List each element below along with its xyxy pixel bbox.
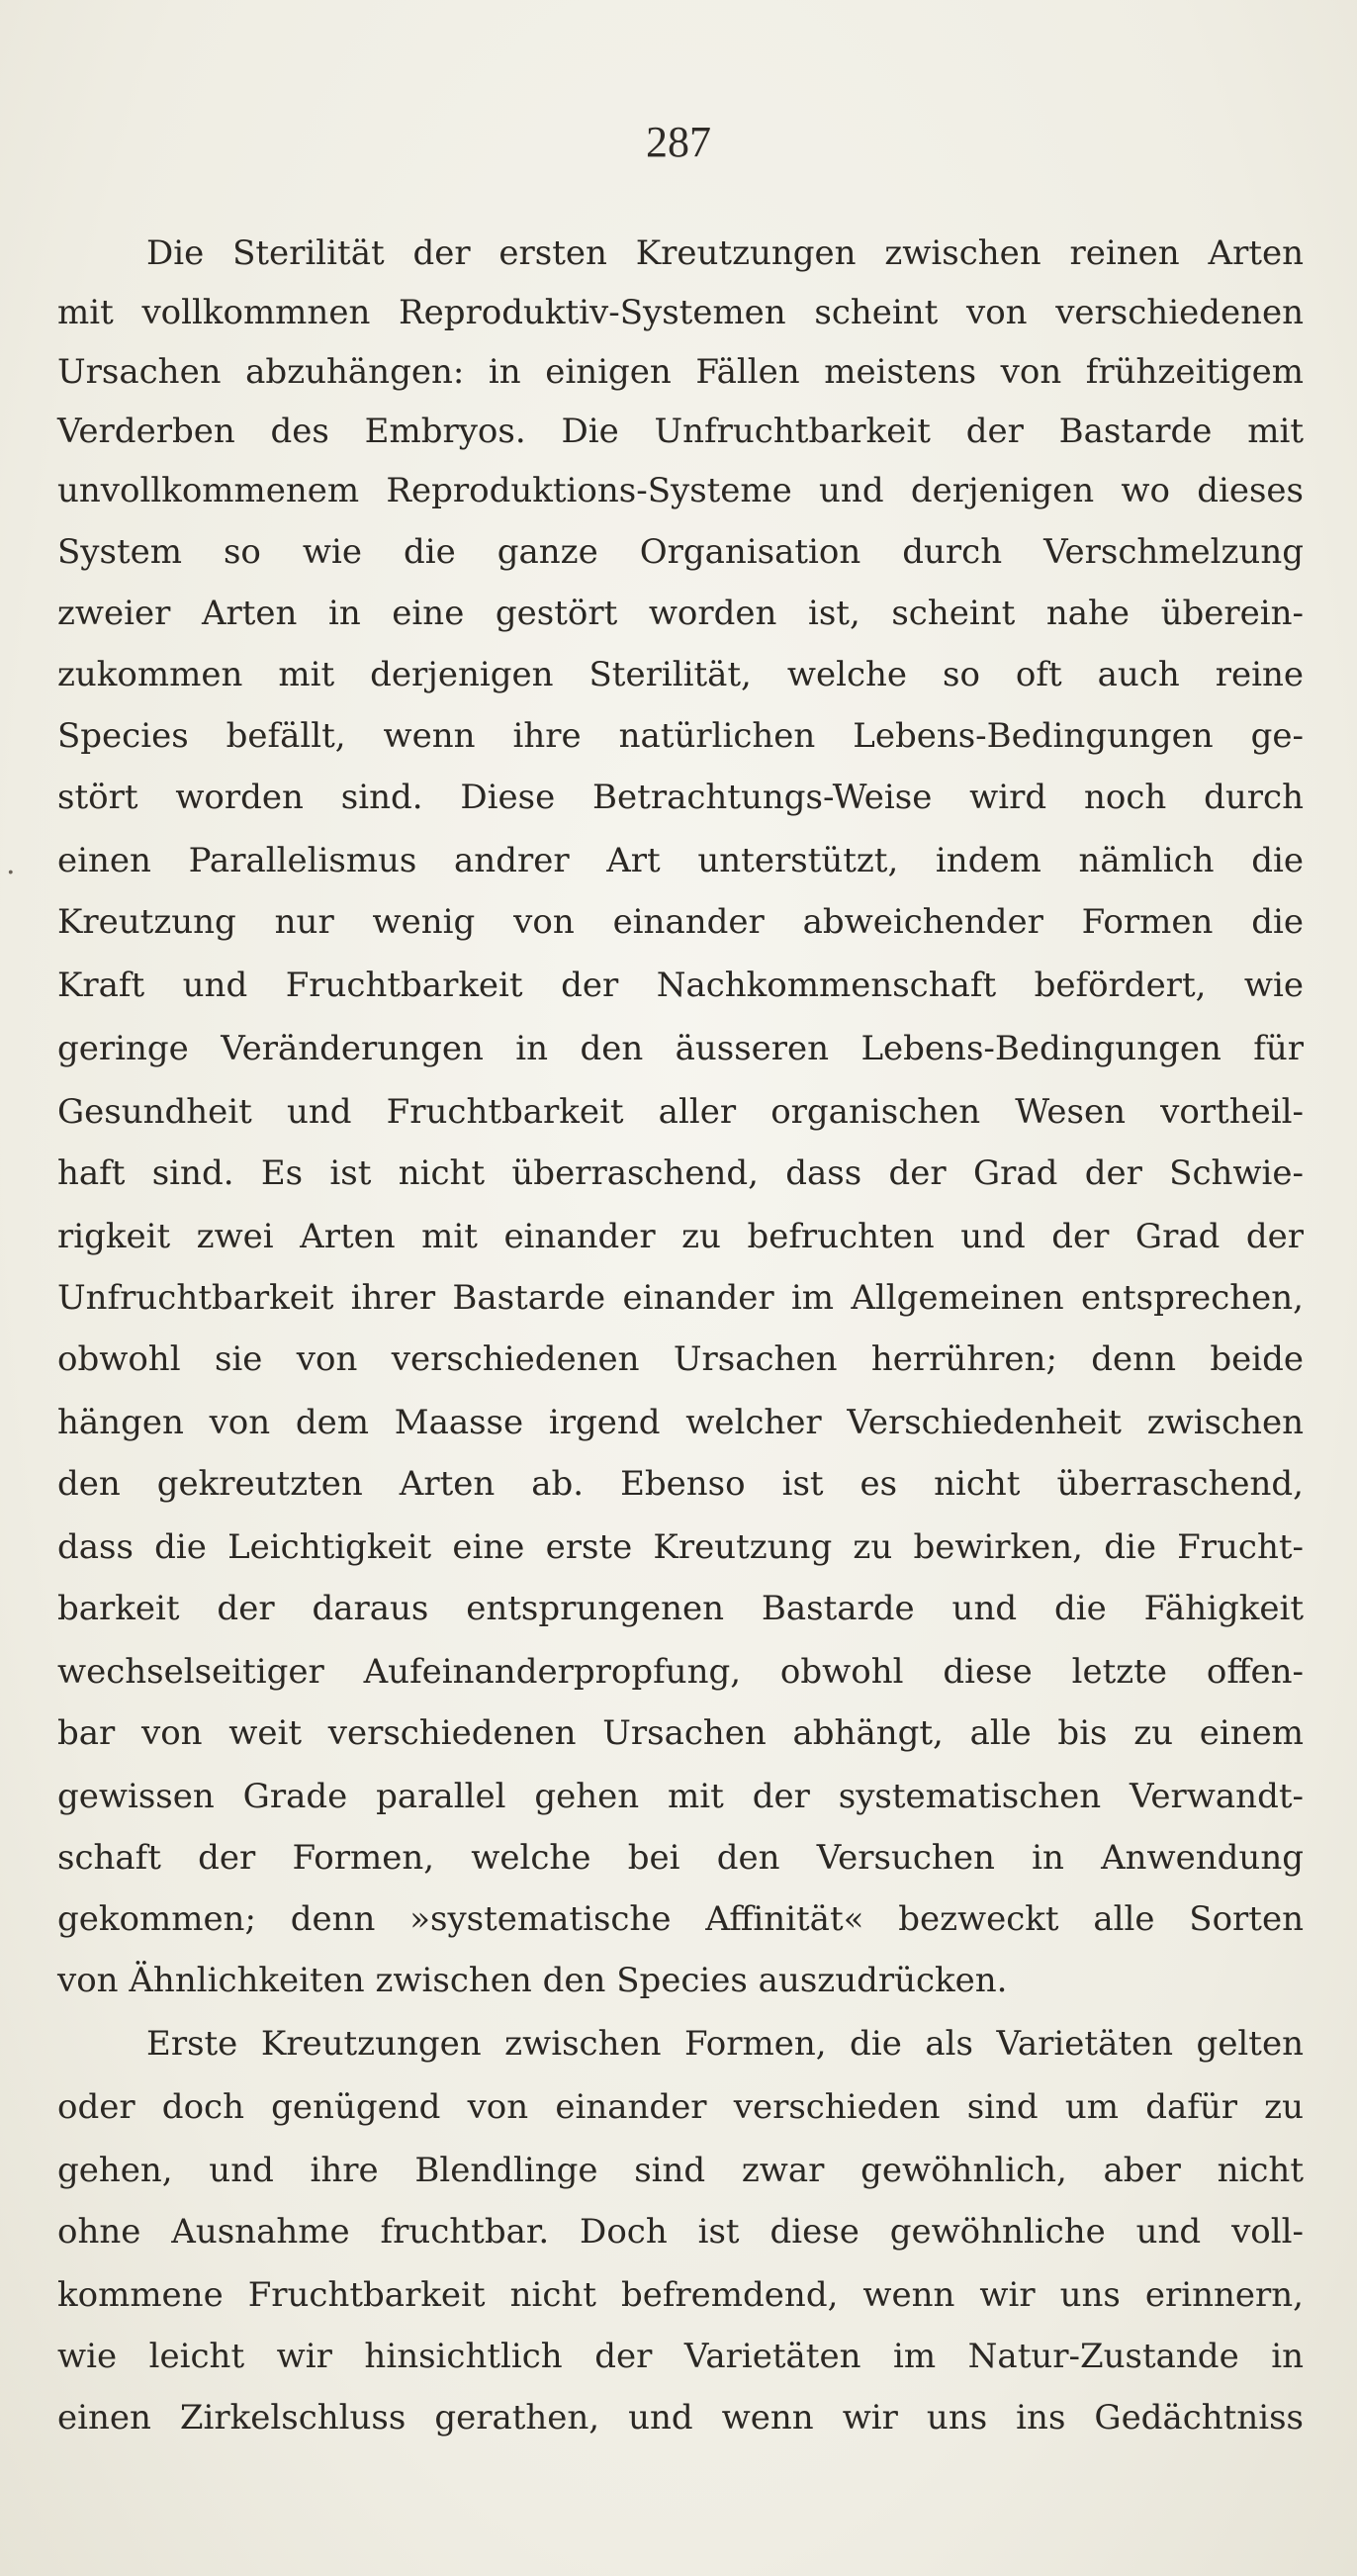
text-line: zweier Arten in eine gestört worden ist, scheint nahe überein- [57, 594, 1304, 633]
text-line: hängen von dem Maasse irgend welcher Verschiedenheit zwischen [57, 1403, 1304, 1442]
text-line: mit vollkommnen Reproduktiv-Systemen scheint von verschiedenen [57, 293, 1304, 332]
text-line: Verderben des Embryos. Die Unfruchtbarkeit der Bastarde mit [57, 412, 1304, 451]
text-line: wie leicht wir hinsichtlich der Varietäten im Natur-Zustande in [57, 2337, 1304, 2376]
text-line: einen Zirkelschluss gerathen, und wenn wir uns ins Gedächtniss [57, 2398, 1304, 2438]
text-line: Erste Kreutzungen zwischen Formen, die als Varietäten gelten [146, 2024, 1304, 2064]
text-line: dass die Leichtigkeit eine erste Kreutzung zu bewirken, die Frucht- [57, 1527, 1304, 1567]
text-line: Ursachen abzuhängen: in einigen Fällen meistens von frühzeitigem [57, 352, 1304, 392]
text-line: kommene Fruchtbarkeit nicht befremdend, wenn wir uns erinnern, [57, 2275, 1304, 2315]
text-line: Kreutzung nur wenig von einander abweichender Formen die [57, 902, 1304, 942]
text-line: stört worden sind. Diese Betrachtungs-Weise wird noch durch [57, 778, 1304, 817]
text-line: unvollkommenem Reproduktions-Systeme und derjenigen wo dieses [57, 471, 1304, 510]
margin-mark: . [6, 847, 16, 881]
text-line: von Ähnlichkeiten zwischen den Species auszudrücken. [57, 1961, 1008, 2000]
text-line: Species befällt, wenn ihre natürlichen Lebens-Bedingungen ge- [57, 716, 1304, 756]
text-line: geringe Veränderungen in den äusseren Lebens-Bedingungen für [57, 1029, 1304, 1068]
text-line: Unfruchtbarkeit ihrer Bastarde einander im Allgemeinen entsprechen, [57, 1278, 1304, 1318]
text-line: gehen, und ihre Blendlinge sind zwar gewöhnlich, aber nicht [57, 2151, 1304, 2190]
text-line: gewissen Grade parallel gehen mit der systematischen Verwandt- [57, 1777, 1304, 1816]
page-number: 287 [646, 118, 711, 166]
text-line: ohne Ausnahme fruchtbar. Doch ist diese gewöhnliche und voll- [57, 2212, 1304, 2252]
text-line: barkeit der daraus entsprungenen Bastarde und die Fähigkeit [57, 1589, 1304, 1628]
text-line: oder doch genügend von einander verschieden sind um dafür zu [57, 2087, 1304, 2127]
text-line: Die Sterilität der ersten Kreutzungen zwischen reinen Arten [146, 233, 1304, 273]
text-line: bar von weit verschiedenen Ursachen abhängt, alle bis zu einem [57, 1713, 1304, 1753]
text-line: gekommen; denn »systematische Affinität« bezweckt alle Sorten [57, 1899, 1304, 1939]
text-line: einen Parallelismus andrer Art unterstützt, indem nämlich die [57, 841, 1304, 880]
text-line: wechselseitiger Aufeinanderpropfung, obwohl diese letzte offen- [57, 1652, 1304, 1692]
text-line: System so wie die ganze Organisation durch Verschmelzung [57, 532, 1304, 572]
text-line: den gekreutzten Arten ab. Ebenso ist es nicht überraschend, [57, 1464, 1304, 1504]
text-line: Gesundheit und Fruchtbarkeit aller organischen Wesen vortheil- [57, 1092, 1304, 1132]
text-line: schaft der Formen, welche bei den Versuchen in Anwendung [57, 1838, 1304, 1878]
text-line: obwohl sie von verschiedenen Ursachen herrühren; denn beide [57, 1339, 1304, 1379]
text-line: rigkeit zwei Arten mit einander zu befruchten und der Grad der [57, 1217, 1304, 1256]
text-line: Kraft und Fruchtbarkeit der Nachkommenschaft befördert, wie [57, 966, 1304, 1005]
text-line: zukommen mit derjenigen Sterilität, welche so oft auch reine [57, 655, 1304, 694]
text-line: haft sind. Es ist nicht überraschend, dass der Grad der Schwie- [57, 1153, 1304, 1193]
